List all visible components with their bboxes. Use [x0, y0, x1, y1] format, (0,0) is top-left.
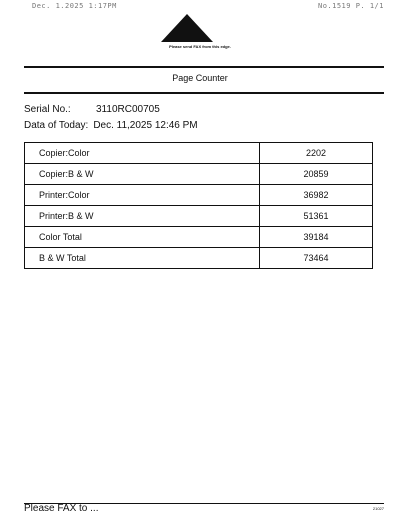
- table-row: [25, 164, 373, 185]
- date-label: Data of Today:: [24, 120, 89, 131]
- counter-value: 2202: [260, 143, 373, 164]
- serial-label: Serial No.:: [24, 104, 71, 115]
- counter-label: Printer:B & W: [25, 206, 260, 227]
- page-counter-table: [24, 142, 373, 269]
- serial-value: 3110RC00705: [96, 104, 160, 115]
- counter-value: 51361: [260, 206, 373, 227]
- counter-value: 20859: [260, 164, 373, 185]
- fax-to-label: Please FAX to ...: [24, 503, 99, 514]
- table-row: [25, 248, 373, 269]
- fax-direction-triangle-icon: [161, 14, 213, 42]
- fax-transmission-header: [0, 2, 400, 12]
- table-row: [25, 143, 373, 164]
- date-value: Dec. 11,2025 12:46 PM: [93, 120, 198, 131]
- counter-value: 36982: [260, 185, 373, 206]
- counter-label: Printer:Color: [25, 185, 260, 206]
- counter-value: 39184: [260, 227, 373, 248]
- table-row: [25, 206, 373, 227]
- table-row: [25, 185, 373, 206]
- counter-label: Copier:B & W: [25, 164, 260, 185]
- counter-label: Color Total: [25, 227, 260, 248]
- counter-label: Copier:Color: [25, 143, 260, 164]
- table-row: [25, 227, 373, 248]
- counter-label: B & W Total: [25, 248, 260, 269]
- title-top-rule: [24, 66, 384, 68]
- counter-value: 73464: [260, 248, 373, 269]
- fax-page-number: No.1519 P. 1/1: [317, 2, 384, 10]
- footer-code: 21027: [372, 506, 384, 511]
- date-row: [24, 120, 198, 131]
- title-bottom-rule: [24, 92, 384, 94]
- fax-timestamp: Dec. 1.2025 1:17PM: [32, 2, 117, 10]
- serial-row: [24, 104, 160, 115]
- fax-edge-note: Please send FAX from this edge.: [169, 44, 231, 49]
- page-title: Page Counter: [172, 73, 228, 83]
